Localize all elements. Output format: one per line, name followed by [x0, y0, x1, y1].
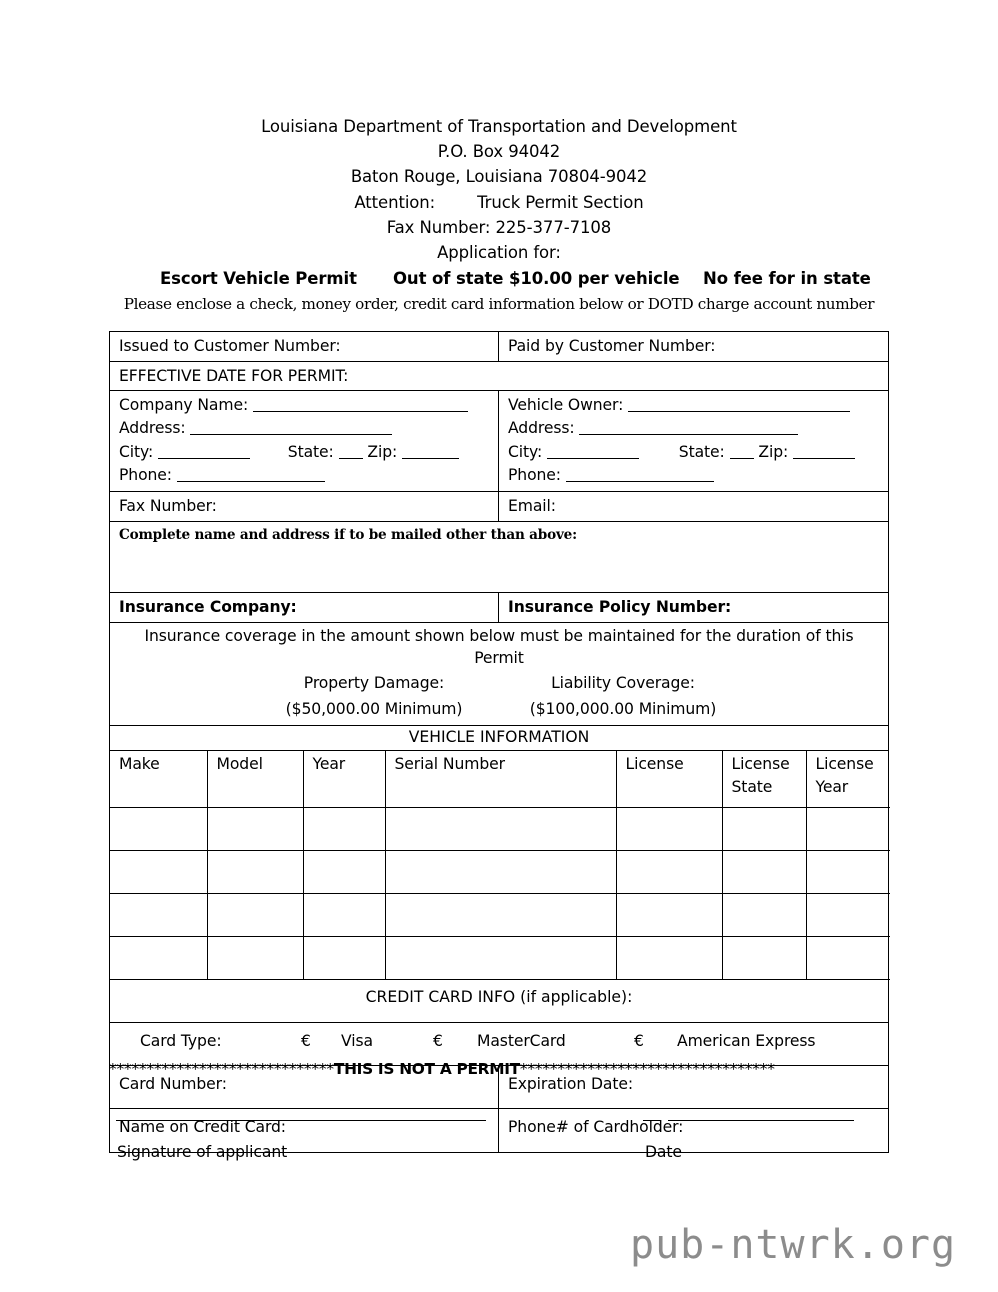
- visa-option-label[interactable]: Visa: [341, 1031, 373, 1050]
- table-row[interactable]: [110, 936, 890, 979]
- cell-license-state[interactable]: [722, 850, 806, 893]
- column-header-year: Year: [303, 751, 385, 807]
- asterisks-right: **********************************: [519, 1060, 775, 1078]
- cell-license-state[interactable]: [722, 936, 806, 979]
- cell-license[interactable]: [616, 850, 722, 893]
- not-a-permit-banner: [109, 1059, 889, 1079]
- cell-model[interactable]: [207, 893, 303, 936]
- applicant-phone-label: Phone:: [119, 466, 172, 485]
- applicant-address-input-rule[interactable]: [190, 420, 392, 435]
- liability-coverage-minimum: ($100,000.00 Minimum): [529, 699, 717, 718]
- cell-license[interactable]: [616, 807, 722, 850]
- date-rule[interactable]: [668, 1120, 854, 1121]
- applicant-address-label: Address:: [119, 419, 186, 438]
- table-row[interactable]: [110, 807, 890, 850]
- mailing-address-row: [110, 522, 888, 593]
- fax-number-field[interactable]: Fax Number:: [110, 492, 499, 521]
- signature-of-applicant-label: Signature of applicant: [117, 1143, 288, 1161]
- permit-application-form: [109, 331, 889, 1153]
- po-box-line: P.O. Box 94042: [437, 142, 561, 162]
- in-state-fee-label: No fee for in state: [703, 269, 871, 288]
- cell-license-state[interactable]: [722, 807, 806, 850]
- vehicle-owner-label: Vehicle Owner:: [508, 396, 624, 415]
- application-for-line: Application for:: [437, 243, 561, 263]
- signature-rule[interactable]: [116, 1120, 486, 1121]
- property-damage-minimum: ($50,000.00 Minimum): [285, 699, 463, 718]
- cell-make[interactable]: [110, 936, 207, 979]
- liability-coverage-label: Liability Coverage:: [551, 674, 695, 693]
- cell-license[interactable]: [616, 936, 722, 979]
- owner-address-line[interactable]: [508, 417, 880, 440]
- column-header-license-year: [806, 751, 890, 807]
- cell-license[interactable]: [616, 893, 722, 936]
- coverage-minimums-row: [114, 697, 884, 722]
- company-name-input-rule[interactable]: [253, 397, 468, 412]
- cell-serial-number[interactable]: [385, 936, 616, 979]
- cell-license-year[interactable]: [806, 850, 890, 893]
- out-of-state-fee-label: Out of state $10.00 per vehicle: [393, 269, 680, 288]
- insurance-coverage-note: Insurance coverage in the amount shown below must be maintained for the duration of this Permit: [144, 626, 854, 667]
- cell-year[interactable]: [303, 850, 385, 893]
- company-name-label: Company Name:: [119, 396, 249, 415]
- mastercard-option-label[interactable]: MasterCard: [477, 1031, 566, 1050]
- cell-serial-number[interactable]: [385, 893, 616, 936]
- cell-year[interactable]: [303, 936, 385, 979]
- owner-state-input-rule[interactable]: [730, 444, 754, 459]
- table-row[interactable]: [110, 893, 890, 936]
- coverage-labels-row: [114, 671, 884, 696]
- cell-make[interactable]: [110, 850, 207, 893]
- american-express-checkbox-icon[interactable]: €: [634, 1031, 644, 1050]
- issued-to-customer-number-field[interactable]: Issued to Customer Number:: [110, 332, 499, 361]
- cell-model[interactable]: [207, 807, 303, 850]
- email-field[interactable]: Email:: [508, 497, 556, 516]
- fax-line: Fax Number: 225-377-7108: [386, 217, 612, 237]
- column-header-license-state: [722, 751, 806, 807]
- insurance-identity-row: [110, 593, 888, 623]
- cell-make[interactable]: [110, 893, 207, 936]
- insurance-coverage-block: [110, 623, 888, 726]
- license-year-line2: Year: [815, 777, 849, 796]
- cell-license-year[interactable]: [806, 807, 890, 850]
- owner-zip-label: Zip:: [758, 442, 789, 461]
- owner-phone-input-rule[interactable]: [566, 467, 714, 482]
- applicant-address-line[interactable]: [119, 417, 490, 440]
- vehicle-information-title: VEHICLE INFORMATION: [110, 726, 888, 751]
- company-name-line[interactable]: [119, 394, 490, 417]
- column-header-license: License: [616, 751, 722, 807]
- attention-line: [0, 190, 998, 215]
- vehicle-table-header-row: [110, 751, 890, 807]
- customer-number-row: [110, 332, 888, 362]
- card-type-label: Card Type:: [140, 1031, 222, 1050]
- credit-card-info-title: CREDIT CARD INFO (if applicable):: [110, 980, 888, 1023]
- vehicle-owner-line[interactable]: [508, 394, 880, 417]
- asterisks-left: ******************************: [109, 1060, 334, 1078]
- table-row[interactable]: [110, 850, 890, 893]
- expiration-date-field[interactable]: Expiration Date:: [508, 1074, 634, 1093]
- date-rule-dash: [643, 1120, 661, 1121]
- cell-model[interactable]: [207, 936, 303, 979]
- applicant-zip-input-rule[interactable]: [402, 444, 459, 459]
- property-damage-label: Property Damage:: [303, 674, 445, 693]
- vehicle-owner-input-rule[interactable]: [628, 397, 850, 412]
- owner-phone-label: Phone:: [508, 466, 561, 485]
- permit-type-label: Escort Vehicle Permit: [160, 269, 357, 288]
- owner-block: [499, 391, 888, 491]
- cell-license-year[interactable]: [806, 893, 890, 936]
- license-year-line1: License: [815, 755, 874, 774]
- owner-city-input-rule[interactable]: [547, 444, 639, 459]
- fee-summary-row: [0, 269, 998, 291]
- applicant-city-input-rule[interactable]: [158, 444, 250, 459]
- attention-value: Truck Permit Section: [477, 192, 644, 212]
- owner-address-label: Address:: [508, 419, 575, 438]
- applicant-state-input-rule[interactable]: [339, 444, 363, 459]
- applicant-zip-label: Zip:: [367, 442, 398, 461]
- mastercard-checkbox-icon[interactable]: €: [433, 1031, 443, 1050]
- cardholder-phone-field[interactable]: Phone# of Cardholder:: [508, 1117, 684, 1136]
- owner-citystatezip-line[interactable]: [508, 441, 880, 464]
- cell-year[interactable]: [303, 893, 385, 936]
- insurance-coverage-row: [110, 623, 888, 727]
- name-on-credit-card-field[interactable]: Name on Credit Card:: [110, 1109, 499, 1152]
- mailing-address-box[interactable]: [110, 522, 888, 592]
- applicant-block: [110, 391, 499, 491]
- paid-by-customer-number-field[interactable]: Paid by Customer Number:: [508, 337, 716, 355]
- effective-date-row: [110, 362, 888, 392]
- insurance-policy-number-field[interactable]: Insurance Policy Number:: [508, 597, 732, 616]
- license-state-line1: License: [731, 755, 790, 774]
- cell-license-year[interactable]: [806, 936, 890, 979]
- agency-name: Louisiana Department of Transportation and Development: [261, 117, 737, 136]
- column-header-model: Model: [207, 751, 303, 807]
- mailing-address-note: Complete name and address if to be mailed other than above:: [119, 526, 577, 543]
- card-number-field[interactable]: Card Number:: [110, 1066, 499, 1108]
- fax-email-row: [110, 492, 888, 522]
- effective-date-field[interactable]: EFFECTIVE DATE FOR PERMIT:: [119, 366, 349, 385]
- cell-make[interactable]: [110, 807, 207, 850]
- insurance-company-field[interactable]: Insurance Company:: [110, 593, 499, 622]
- attention-label: Attention:: [354, 192, 436, 212]
- city-state-zip-line: Baton Rouge, Louisiana 70804-9042: [350, 167, 648, 187]
- cell-serial-number[interactable]: [385, 807, 616, 850]
- applicant-owner-row: [110, 391, 888, 492]
- owner-zip-input-rule[interactable]: [793, 444, 855, 459]
- owner-phone-line[interactable]: [508, 464, 880, 487]
- signature-rules: [0, 1100, 998, 1130]
- column-header-make: Make: [110, 751, 207, 807]
- owner-city-label: City:: [508, 442, 543, 461]
- license-state-line2: State: [731, 777, 773, 796]
- owner-state-label: State:: [678, 442, 725, 461]
- cell-license-state[interactable]: [722, 893, 806, 936]
- owner-address-input-rule[interactable]: [579, 420, 798, 435]
- watermark: pub-ntwrk.org: [630, 1222, 957, 1268]
- vehicle-information-table: [110, 751, 890, 980]
- date-label: Date: [645, 1143, 682, 1161]
- applicant-phone-input-rule[interactable]: [177, 467, 325, 482]
- cell-serial-number[interactable]: [385, 850, 616, 893]
- applicant-phone-line[interactable]: [119, 464, 490, 487]
- payment-instruction: Please enclose a check, money order, credit card information below or DOTD charge account number: [123, 295, 875, 313]
- applicant-city-label: City:: [119, 442, 154, 461]
- column-header-serial-number: Serial Number: [385, 751, 616, 807]
- american-express-option-label[interactable]: American Express: [677, 1031, 816, 1050]
- cell-year[interactable]: [303, 807, 385, 850]
- not-a-permit-text: THIS IS NOT A PERMIT: [333, 1060, 520, 1078]
- applicant-state-label: State:: [287, 442, 334, 461]
- cell-model[interactable]: [207, 850, 303, 893]
- applicant-citystatezip-line[interactable]: [119, 441, 490, 464]
- document-header: [0, 114, 998, 265]
- visa-checkbox-icon[interactable]: €: [301, 1031, 311, 1050]
